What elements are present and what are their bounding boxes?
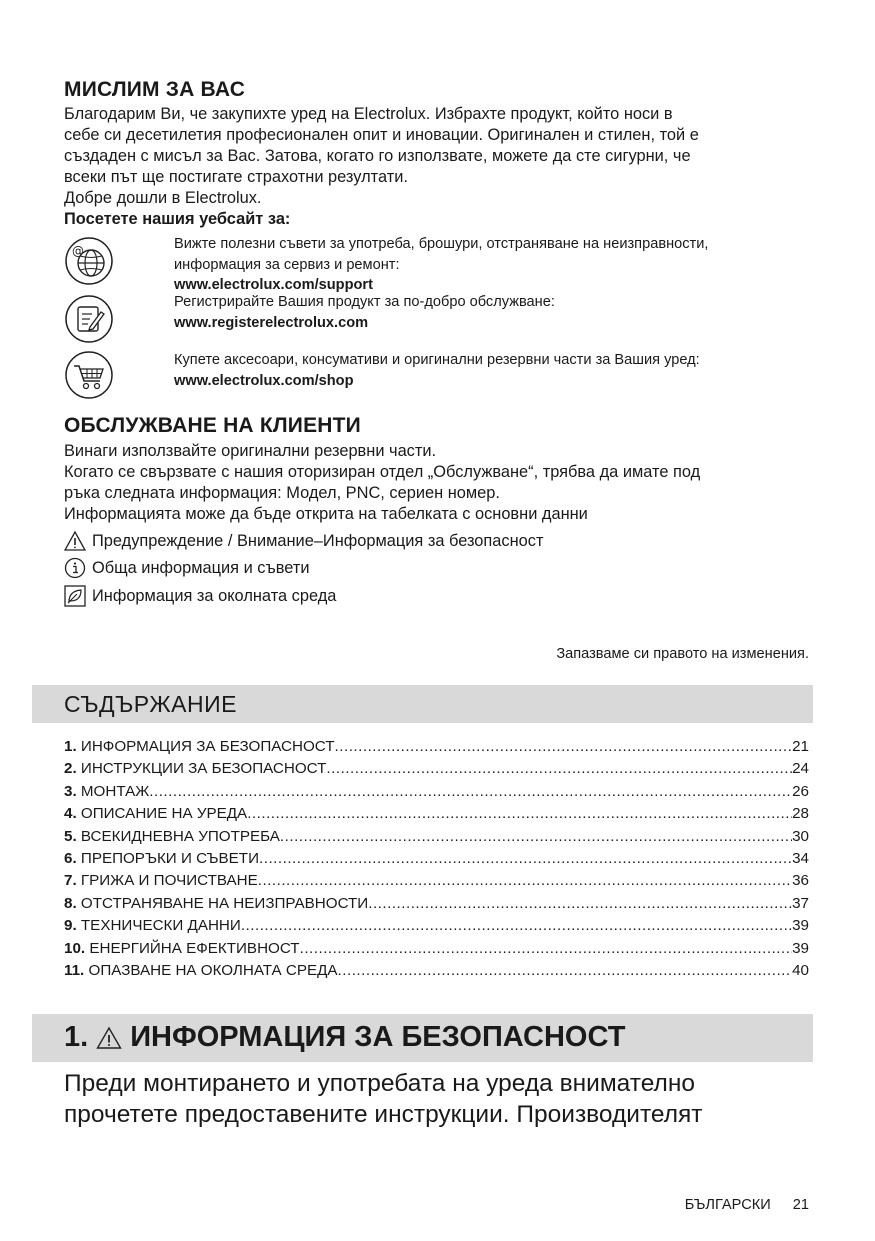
footer-language: БЪЛГАРСКИ bbox=[684, 1197, 771, 1213]
page-footer bbox=[685, 1197, 809, 1213]
toc-header bbox=[32, 685, 813, 723]
support-text: Вижте полезни съвети за употреба, брошури, отстраняване на неизправности, информация за сервиз и ремонт: www.electrolux.com/support bbox=[174, 234, 708, 296]
toc-item[interactable]: 7. ГРИЖА И ПОЧИСТВАНЕ ..... 36 bbox=[64, 870, 809, 892]
toc-item[interactable]: 3. МОНТАЖ ..... 26 bbox=[64, 781, 809, 803]
globe-icon bbox=[64, 236, 114, 286]
toc-item[interactable]: 10. ЕНЕРГИЙНА ЕФЕКТИВНОСТ ..... 39 bbox=[64, 938, 809, 960]
toc-item[interactable]: 2. ИНСТРУКЦИИ ЗА БЕЗОПАСНОСТ ..... 24 bbox=[64, 758, 809, 780]
section-1-header bbox=[32, 1014, 813, 1062]
service-title: ОБСЛУЖВАНЕ НА КЛИЕНТИ bbox=[64, 414, 361, 437]
service-text: Винаги използвайте оригинални резервни части. Когато се свързвате с нашия оторизиран отдел „Обслужване“, трябва да имате под ръка следната информация: Модел, PNC, сериен номер. Информацията може да бъде открита на табелката с основни данни bbox=[64, 442, 701, 523]
symbol-environment-row: Информация за околната среда bbox=[64, 585, 336, 607]
section-1-number: 1. bbox=[64, 1021, 89, 1053]
shopping-cart-icon bbox=[64, 350, 114, 400]
toc-title: СЪДЪРЖАНИЕ bbox=[64, 691, 237, 717]
register-link[interactable]: www.registerelectrolux.com bbox=[174, 314, 369, 331]
toc-item[interactable]: 1. ИНФОРМАЦИЯ ЗА БЕЗОПАСНОСТ ..... 21 bbox=[64, 736, 809, 758]
symbol-safety-row: Предупреждение / Внимание–Информация за безопасност bbox=[64, 530, 543, 552]
visit-label: Посетете нашия уебсайт за: bbox=[64, 210, 291, 228]
shop-text: Купете аксесоари, консумативи и оригинални резервни части за Вашия уред: www.electrolux.com/shop bbox=[174, 350, 700, 391]
shop-link[interactable]: www.electrolux.com/shop bbox=[174, 372, 354, 389]
welcome-text: Благодарим Ви, че закупихте уред на Electrolux. Избрахте продукт, който носи в себе си десетилетия професионален опит и иновации. Оригинален и стилен, той е създаден с мисъл за Вас. Затова, когато го използвате, можете да сте сигурни, че всеки път ще постигате страхотни резултати. Добре дошли в Electrolux. Посетете нашия уебсайт за: bbox=[64, 104, 814, 230]
section-1-title: ИНФОРМАЦИЯ ЗА БЕЗОПАСНОСТ bbox=[130, 1021, 626, 1053]
register-note-icon bbox=[64, 294, 114, 344]
toc-list bbox=[64, 736, 809, 982]
section-1-intro: Преди монтирането и употребата на уреда внимателно прочетете предоставените инструкции. Производителят bbox=[64, 1070, 703, 1128]
page-number: 21 bbox=[792, 1197, 809, 1213]
info-circle-icon bbox=[64, 557, 86, 579]
support-link[interactable]: www.electrolux.com/support bbox=[174, 277, 373, 293]
leaf-environment-icon bbox=[64, 585, 86, 607]
svg-text:@: @ bbox=[72, 244, 84, 258]
reserve-rights-note: Запазваме си правото на изменения. bbox=[556, 646, 809, 662]
register-text: Регистрирайте Вашия продукт за по-добро обслужване: www.registerelectrolux.com bbox=[174, 292, 555, 333]
toc-item[interactable]: 5. ВСЕКИДНЕВНА УПОТРЕБА ..... 30 bbox=[64, 826, 809, 848]
symbol-info-row: Обща информация и съвети bbox=[64, 557, 309, 579]
toc-item[interactable]: 6. ПРЕПОРЪКИ И СЪВЕТИ ..... 34 bbox=[64, 848, 809, 870]
warning-triangle-icon bbox=[64, 530, 86, 552]
toc-item[interactable]: 11. ОПАЗВАНЕ НА ОКОЛНАТА СРЕДА ..... 40 bbox=[64, 960, 809, 982]
welcome-title: МИСЛИМ ЗА ВАС bbox=[64, 78, 246, 101]
toc-item[interactable]: 4. ОПИСАНИЕ НА УРЕДА ..... 28 bbox=[64, 803, 809, 825]
warning-triangle-icon bbox=[96, 1026, 122, 1050]
toc-item[interactable]: 8. ОТСТРАНЯВАНЕ НА НЕИЗПРАВНОСТИ ..... 37 bbox=[64, 893, 809, 915]
toc-item[interactable]: 9. ТЕХНИЧЕСКИ ДАННИ ..... 39 bbox=[64, 915, 809, 937]
